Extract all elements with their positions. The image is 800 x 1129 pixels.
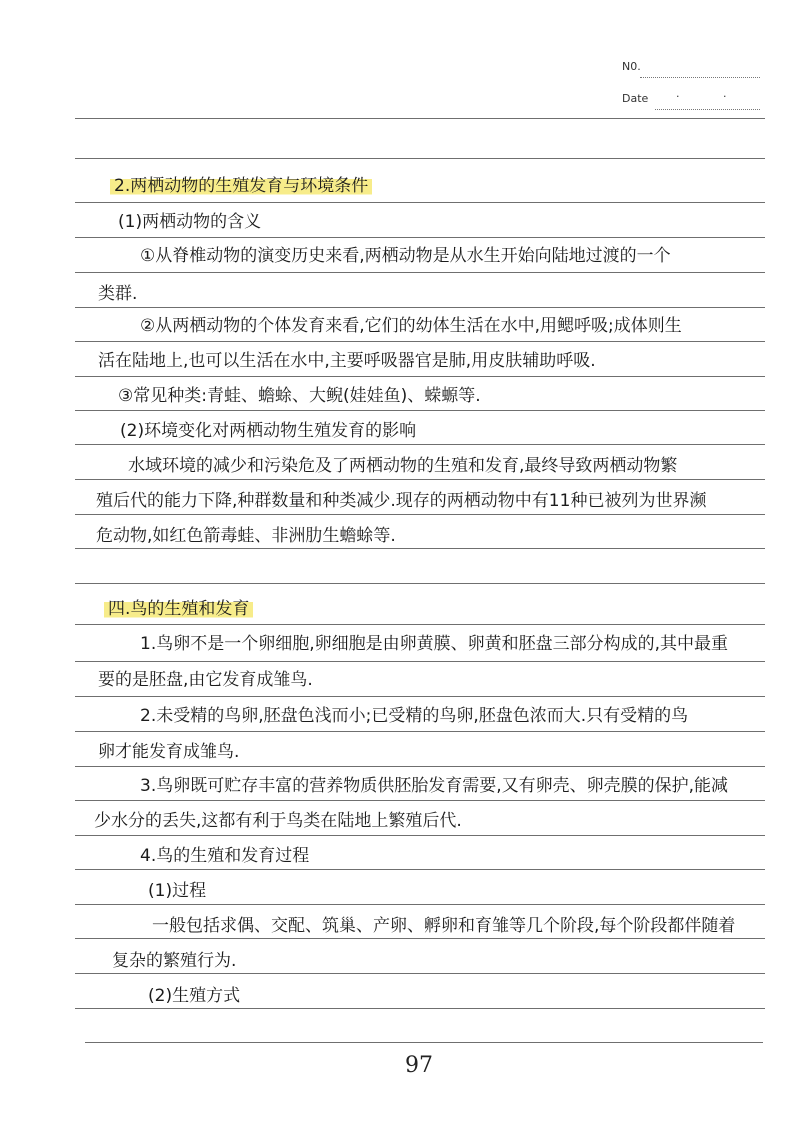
text-line: 一般包括求偶、交配、筑巢、产卵、孵卵和育雏等几个阶段,每个阶段都伴随着 — [152, 916, 736, 936]
ruled-line — [75, 835, 765, 836]
text-line: 危动物,如红色箭毒蛙、非洲肋生蟾蜍等. — [96, 526, 396, 546]
text-line: ①从脊椎动物的演变历史来看,两栖动物是从水生开始向陆地过渡的一个 — [140, 246, 671, 266]
ruled-line — [75, 904, 765, 905]
ruled-line — [75, 583, 765, 584]
date-line — [655, 109, 760, 110]
text-line: 水域环境的减少和污染危及了两栖动物的生殖和发育,最终导致两栖动物繁 — [128, 456, 678, 476]
ruled-line — [85, 1042, 763, 1043]
section-heading: 2.两栖动物的生殖发育与环境条件 — [110, 174, 372, 198]
ruled-line — [75, 158, 765, 159]
subheading: (1)过程 — [148, 881, 207, 901]
subheading: (2)环境变化对两栖动物生殖发育的影响 — [120, 421, 417, 441]
ruled-line — [75, 938, 765, 939]
date-label: Date — [622, 92, 649, 105]
ruled-line — [75, 548, 765, 549]
text-line: 复杂的繁殖行为. — [112, 951, 237, 971]
ruled-line — [75, 479, 765, 480]
text-line: ②从两栖动物的个体发育来看,它们的幼体生活在水中,用鳃呼吸;成体则生 — [140, 316, 682, 336]
page-number: 97 — [405, 1053, 433, 1078]
text-line: 2.未受精的鸟卵,胚盘色浅而小;已受精的鸟卵,胚盘色浓而大.只有受精的鸟 — [140, 706, 689, 726]
text-line: 要的是胚盘,由它发育成雏鸟. — [98, 670, 313, 690]
ruled-line — [75, 118, 765, 119]
ruled-line — [75, 410, 765, 411]
ruled-line — [75, 696, 765, 697]
text-line: 活在陆地上,也可以生活在水中,主要呼吸器官是肺,用皮肤辅助呼吸. — [98, 351, 596, 371]
text-line: 类群. — [98, 284, 138, 304]
number-label: N0. — [622, 60, 641, 73]
ruled-line — [75, 800, 765, 801]
ruled-line — [75, 444, 765, 445]
text-line: 殖后代的能力下降,种群数量和种类减少.现存的两栖动物中有11种已被列为世界濒 — [96, 491, 707, 511]
ruled-line — [75, 202, 765, 203]
ruled-line — [75, 307, 765, 308]
subheading: 4.鸟的生殖和发育过程 — [140, 846, 310, 866]
subheading: (2)生殖方式 — [148, 986, 241, 1006]
ruled-line — [75, 869, 765, 870]
ruled-line — [75, 973, 765, 974]
text-line: ③常见种类:青蛙、蟾蜍、大鲵(娃娃鱼)、蝾螈等. — [118, 386, 481, 406]
number-line — [640, 77, 760, 78]
text-line: 少水分的丢失,这都有利于鸟类在陆地上繁殖后代. — [94, 811, 462, 831]
text-line: 卵才能发育成雏鸟. — [98, 742, 240, 762]
ruled-line — [75, 376, 765, 377]
ruled-line — [75, 1008, 765, 1009]
ruled-line — [75, 237, 765, 238]
ruled-line — [75, 661, 765, 662]
section-heading: 四.鸟的生殖和发育 — [104, 597, 253, 621]
ruled-line — [75, 731, 765, 732]
ruled-line — [75, 341, 765, 342]
ruled-line — [75, 624, 765, 625]
subheading: (1)两栖动物的含义 — [118, 212, 262, 232]
date-dots: · · — [676, 90, 747, 103]
ruled-line — [75, 272, 765, 273]
text-line: 1.鸟卵不是一个卵细胞,卵细胞是由卵黄膜、卵黄和胚盘三部分构成的,其中最重 — [140, 634, 729, 654]
ruled-line — [75, 514, 765, 515]
text-line: 3.鸟卵既可贮存丰富的营养物质供胚胎发育需要,又有卵壳、卵壳膜的保护,能减 — [140, 776, 729, 796]
ruled-line — [75, 766, 765, 767]
